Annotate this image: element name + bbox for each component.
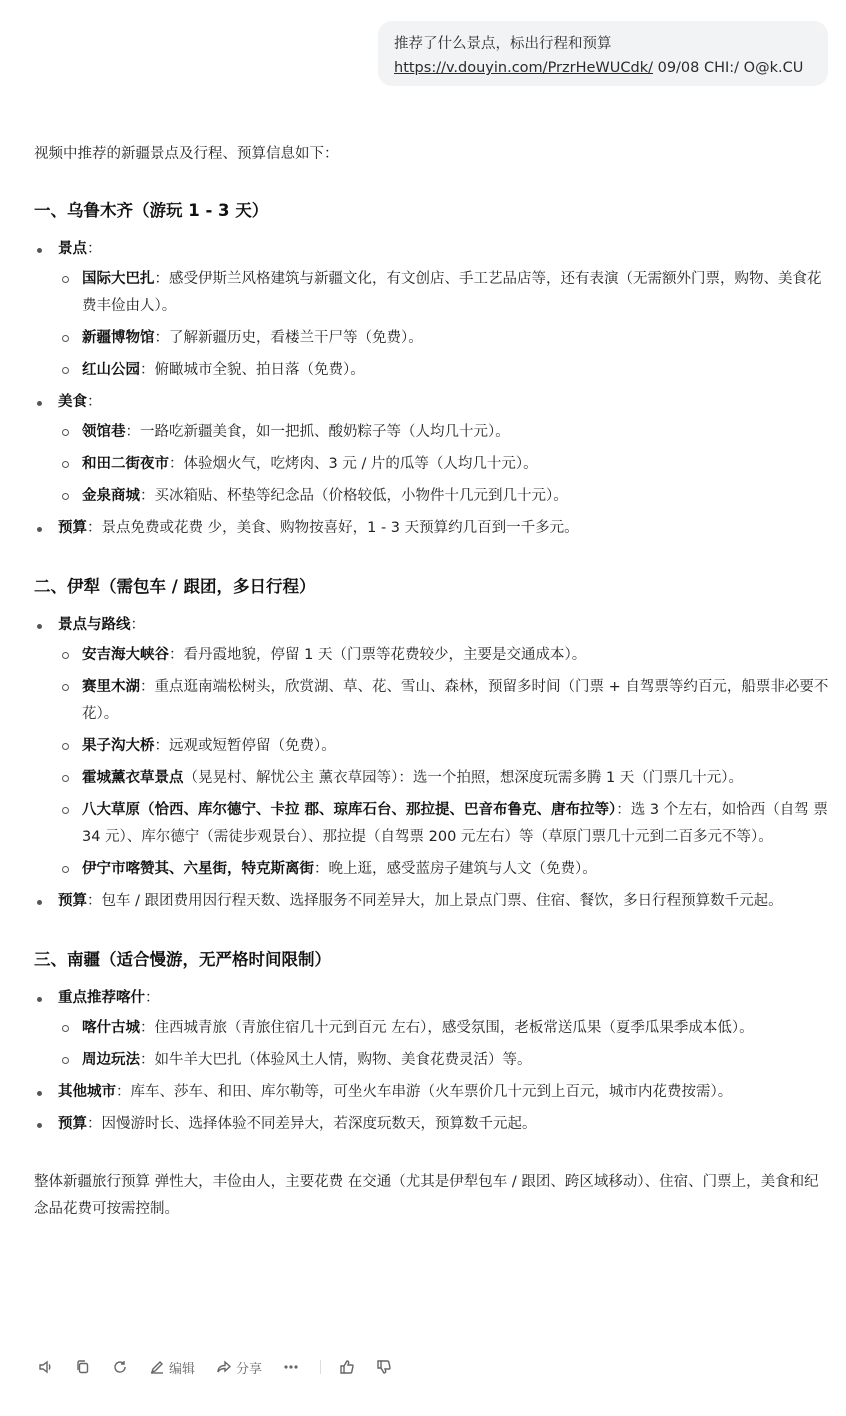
sub-item-label: 国际大巴扎 [82,271,155,287]
sub-list [58,642,830,883]
sub-list-item [58,266,830,320]
copy-icon [75,1359,91,1375]
sub-list-item [58,1047,830,1074]
sub-item-label: 和田二街夜市 [82,456,169,472]
item-label: 重点推荐喀什 [58,990,145,1006]
list-item [34,888,830,915]
sub-list-item [58,357,830,384]
regenerate-button[interactable] [112,1359,128,1375]
sub-item-label: 安吉海大峡谷 [82,647,169,663]
sub-item-text: ：俯瞰城市全貌、拍日落（免费）。 [140,362,365,378]
item-text: ：景点免费或花费 少，美食、购物按喜好，1 - 3 天预算约几百到一千多元。 [87,520,579,536]
sub-item-text: ：远观或短暂停留（免费）。 [154,738,336,754]
item-text: ：因慢游时长、选择体验不同差异大，若深度玩数天，预算数千元起。 [87,1116,537,1132]
sub-item-text: ：一路吃新疆美食，如一把抓、酸奶粽子等（人均几十元）。 [125,424,510,440]
sub-item-text: ：感受伊斯兰风格建筑与新疆文化，有文创店、手工艺品店等，还有表演（无需额外门票，购物、美食花费丰俭由人）。 [82,271,822,314]
item-label: 预算 [58,1116,87,1132]
sub-item-label: 红山公园 [82,362,140,378]
sub-item-label: 金泉商城 [82,488,140,504]
section-title: 二、伊犁（需包车 / 跟团，多日行程） [34,577,316,596]
item-label: 预算 [58,520,87,536]
refresh-icon [112,1359,128,1375]
list-item [34,985,830,1074]
item-label: 预算 [58,893,87,909]
sub-list [58,1015,830,1074]
sub-list-item [58,856,830,883]
sub-item-label: 八大草原（恰西、库尔德宁、卡拉 郡、琼库石台、那拉提、巴音布鲁克、唐布拉等） [82,802,617,818]
share-icon [216,1359,232,1375]
answer-sections [34,197,830,1138]
item-text: ：包车 / 跟团费用因行程天数、选择服务不同差异大，加上景点门票、住宿、餐饮，多日行程预算数千元起。 [87,893,783,909]
sub-list-item [58,325,830,352]
user-message-suffix: 09/08 CHI:/ O@k.CU [652,60,804,76]
list-item [34,1111,830,1138]
section-list [34,985,830,1138]
douyin-link[interactable]: https://v.douyin.com/PrzrHeWUCdk/ [394,60,653,76]
answer-summary: 整体新疆旅行预算 弹性大，丰俭由人，主要花费 在交通（尤其是伊犁包车 / 跟团、跨区域移动）、住宿、门票上，美食和纪念品花费可按需控制。 [34,1174,819,1217]
item-label: 美食 [58,394,87,410]
speaker-icon [38,1359,54,1375]
sub-item-text: （晃晃村、解忧公主 薰衣草园等）：选一个拍照，想深度玩需多腾 1 天（门票几十元）。 [183,770,744,786]
item-label: 景点与路线 [58,617,131,633]
sub-list [58,266,830,384]
list-item [34,612,830,883]
answer-intro: 视频中推荐的新疆景点及行程、预算信息如下： [34,146,339,162]
copy-button[interactable] [75,1359,91,1375]
user-message-bubble [378,21,828,86]
sub-item-label: 赛里木湖 [82,679,140,695]
sub-item-text: ：看丹霞地貌，停留 1 天（门票等花费较少，主要是交通成本）。 [169,647,587,663]
share-button[interactable] [216,1358,262,1377]
section-title: 三、南疆（适合慢游，无严格时间限制） [34,950,331,969]
sub-item-label: 伊宁市喀赞其、六星街，特克斯离街 [82,861,314,877]
sub-item-label: 喀什古城 [82,1020,140,1036]
item-label: 景点 [58,241,87,257]
sub-list-item [58,765,830,792]
item-text: ： [87,394,102,410]
read-aloud-button[interactable] [38,1359,54,1375]
sub-item-label: 果子沟大桥 [82,738,155,754]
user-message-text: 推荐了什么景点，标出行程和预算 [394,36,612,52]
dislike-button[interactable] [376,1359,392,1375]
edit-button[interactable] [149,1358,195,1377]
item-label: 其他城市 [58,1084,116,1100]
thumbs-up-icon [339,1359,355,1375]
sub-list-item [58,419,830,446]
sub-list-item [58,451,830,478]
item-text: ： [145,990,160,1006]
assistant-answer [34,141,830,1238]
sub-item-text: ：买冰箱贴、杯垫等纪念品（价格较低，小物件十几元到几十元）。 [140,488,568,504]
message-action-bar [38,1356,413,1378]
user-message-link-line [394,56,812,80]
sub-item-text: ：晚上逛，感受蓝房子建筑与人文（免费）。 [314,861,597,877]
sub-list-item [58,797,830,851]
sub-item-label: 周边玩法 [82,1052,140,1068]
share-label: 分享 [236,1361,263,1377]
item-text: ： [130,617,145,633]
sub-list-item [58,642,830,669]
sub-list-item [58,733,830,760]
sub-list-item [58,674,830,728]
sub-item-label: 新疆博物馆 [82,330,155,346]
section-list [34,612,830,915]
sub-list-item [58,1015,830,1042]
edit-label: 编辑 [169,1361,196,1377]
sub-item-label: 领馆巷 [82,424,126,440]
sub-item-label: 霍城薰衣草景点 [82,770,184,786]
more-icon [283,1359,299,1375]
list-item [34,236,830,384]
list-item [34,389,830,510]
section-list [34,236,830,542]
sub-item-text: ：了解新疆历史，看楼兰干尸等（免费）。 [154,330,423,346]
item-text: ：库车、莎车、和田、库尔勒等，可坐火车串游（火车票价几十元到上百元，城市内花费按需）。 [116,1084,733,1100]
sub-list-item [58,483,830,510]
more-button[interactable] [283,1359,299,1375]
edit-icon [149,1359,165,1375]
like-button[interactable] [339,1359,355,1375]
sub-list [58,419,830,510]
item-text: ： [87,241,102,257]
section-title: 一、乌鲁木齐（游玩 1 - 3 天） [34,201,269,220]
sub-item-text: ：体验烟火气，吃烤肉、3 元 / 片的瓜等（人均几十元）。 [169,456,538,472]
list-item [34,515,830,542]
sub-item-text: ：重点逛南端松树头，欣赏湖、草、花、雪山、森林，预留多时间（门票 + 自驾票等约百元，船票非必要不花）。 [82,679,829,722]
sub-item-text: ：如牛羊大巴扎（体验风土人情，购物、美食花费灵活）等。 [140,1052,532,1068]
sub-item-text: ：选 3 个左右，如恰西（自驾 票 34 元）、库尔德宁（需徒步观景台）、那拉提（自驾票 200 元左右）等（草原门票几十元到二百多元不等）。 [82,802,828,845]
action-divider [320,1360,321,1374]
sub-item-text: ：住西城青旅（青旅住宿几十元到百元 左右），感受氛围，老板常送瓜果（夏季瓜果季成本低）。 [140,1020,754,1036]
list-item [34,1079,830,1106]
thumbs-down-icon [376,1359,392,1375]
